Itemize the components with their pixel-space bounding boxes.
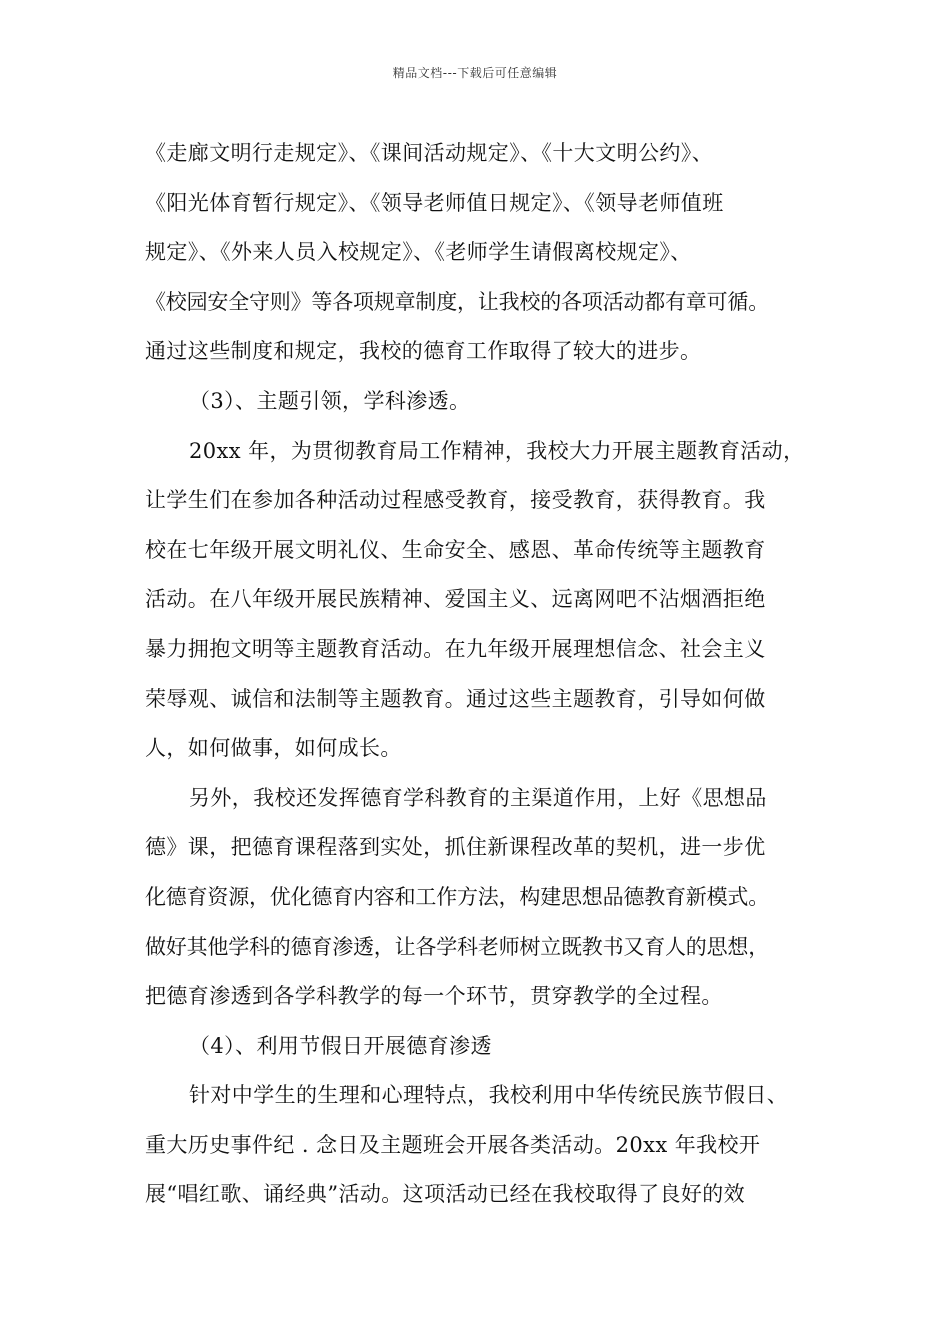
section-heading-4: （4）、利用节假日开展德育渗透 [189, 1033, 492, 1058]
text-line: 规定》、《外来人员入校规定》、《老师学生请假离校规定》、 [145, 240, 692, 265]
section-heading-3: （3）、主题引领，学科渗透。 [189, 388, 471, 413]
text-line: 展“唱红歌、诵经典”活动。这项活动已经在我校取得了良好的效 [145, 1182, 746, 1207]
text-line: 《走廊文明行走规定》、《课间活动规定》、《十大文明公约》、 [145, 141, 714, 165]
text-line: 德》课，把德育课程落到实处，抓住新课程改革的契机，进一步优 [145, 835, 766, 860]
document-body [145, 129, 825, 1220]
text-line: 把德育渗透到各学科教学的每一个环节，贯穿教学的全过程。 [145, 984, 723, 1009]
paragraph-start: 另外，我校还发挥德育学科教育的主渠道作用，上好《思想品 [189, 785, 767, 810]
text-line: 《阳光体育暂行规定》、《领导老师值日规定》、《领导老师值班 [145, 190, 724, 215]
text-line: 校在七年级开展文明礼仪、生命安全、感恩、革命传统等主题教育 [145, 537, 766, 562]
text-line: 通过这些制度和规定，我校的德育工作取得了较大的进步。 [145, 339, 702, 364]
text-line: 《校园安全守则》等各项规章制度，让我校的各项活动都有章可循。 [145, 289, 769, 314]
text-line: 做好其他学科的德育渗透，让各学科老师树立既教书又育人的思想， [145, 934, 769, 959]
text-line: 暴力拥抱文明等主题教育活动。在九年级开展理想信念、社会主义 [145, 636, 766, 661]
text-line: 荣辱观、诚信和法制等主题教育。通过这些主题教育，引导如何做 [145, 686, 766, 711]
text-line: 让学生们在参加各种活动过程感受教育，接受教育，获得教育。我 [145, 488, 766, 513]
text-line: 重大历史事件纪 . 念日及主题班会开展各类活动。20xx 年我校开 [145, 1132, 761, 1157]
page-header: 精品文档---下载后可任意编辑 [392, 66, 558, 80]
text-line: 人，如何做事，如何成长。 [145, 736, 402, 761]
paragraph-start: 20xx 年，为贯彻教育局工作精神，我校大力开展主题教育活动， [189, 438, 805, 463]
paragraph-start: 针对中学生的生理和心理特点，我校利用中华传统民族节假日、 [189, 1083, 789, 1108]
text-line: 化德育资源，优化德育内容和工作方法，构建思想品德教育新模式。 [145, 884, 769, 909]
text-line: 活动。在八年级开展民族精神、爱国主义、远离网吧不沾烟酒拒绝 [145, 587, 766, 612]
